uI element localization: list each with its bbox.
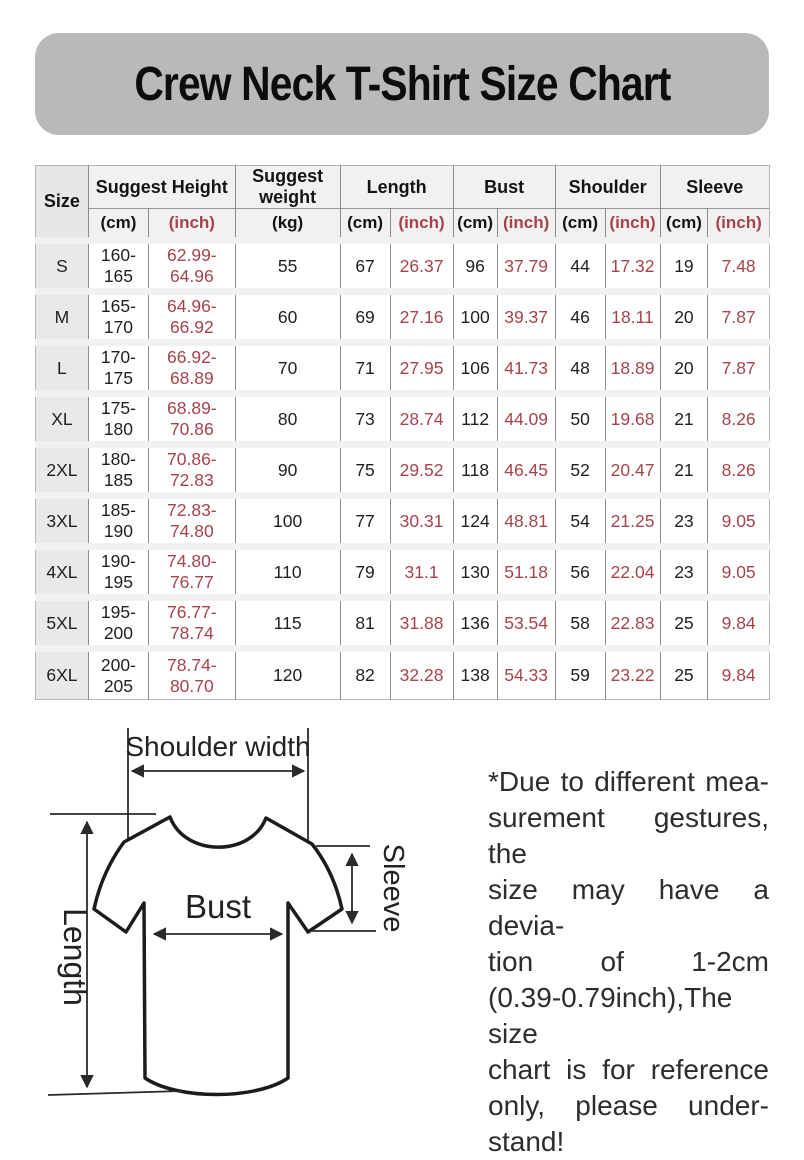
bust-cm-cell: 136 [453, 598, 497, 649]
unit-length-inch: (inch) [390, 209, 453, 241]
size-cell: XL [36, 394, 89, 445]
header-size: Size [36, 166, 89, 241]
note-line: *Due to different mea- [488, 766, 769, 797]
height-cm-cell: 170-175 [88, 343, 148, 394]
shoulder-cm-cell: 56 [555, 547, 605, 598]
unit-bust-cm: (cm) [453, 209, 497, 241]
table-row [36, 445, 770, 496]
bust-inch-cell: 44.09 [497, 394, 555, 445]
shoulder-width-label: Shoulder width [125, 731, 311, 762]
length-cm-cell: 82 [340, 649, 390, 700]
table-row [36, 598, 770, 649]
bust-cm-cell: 138 [453, 649, 497, 700]
size-table-body [36, 241, 770, 700]
length-cm-cell: 75 [340, 445, 390, 496]
length-tick-bottom [48, 1091, 182, 1095]
bust-cm-cell: 130 [453, 547, 497, 598]
weight-kg-cell: 100 [235, 496, 340, 547]
unit-weight-kg: (kg) [235, 209, 340, 241]
measurement-note [488, 764, 769, 1160]
length-inch-cell: 32.28 [390, 649, 453, 700]
weight-kg-cell: 55 [235, 241, 340, 292]
shoulder-inch-cell: 22.83 [605, 598, 660, 649]
shoulder-cm-cell: 59 [555, 649, 605, 700]
sleeve-cm-cell: 20 [660, 343, 708, 394]
weight-kg-cell: 70 [235, 343, 340, 394]
note-line: size may have a devia- [488, 874, 769, 941]
header-suggest-weight: Suggest weight [235, 166, 340, 209]
note-line: stand! [488, 1126, 565, 1157]
bust-cm-cell: 106 [453, 343, 497, 394]
weight-kg-cell: 80 [235, 394, 340, 445]
weight-kg-cell: 110 [235, 547, 340, 598]
height-cm-cell: 160-165 [88, 241, 148, 292]
length-inch-cell: 31.1 [390, 547, 453, 598]
header-length: Length [340, 166, 453, 209]
sleeve-label: Sleeve [377, 843, 409, 933]
length-label: Length [57, 908, 93, 1006]
table-row [36, 394, 770, 445]
bust-inch-cell: 39.37 [497, 292, 555, 343]
length-inch-cell: 28.74 [390, 394, 453, 445]
table-header [36, 166, 770, 241]
size-cell: 4XL [36, 547, 89, 598]
height-inch-cell: 64.96-66.92 [149, 292, 236, 343]
height-inch-cell: 78.74-80.70 [149, 649, 236, 700]
shoulder-cm-cell: 58 [555, 598, 605, 649]
length-cm-cell: 67 [340, 241, 390, 292]
shoulder-cm-cell: 50 [555, 394, 605, 445]
length-cm-cell: 69 [340, 292, 390, 343]
size-cell: 5XL [36, 598, 89, 649]
weight-kg-cell: 60 [235, 292, 340, 343]
sleeve-cm-cell: 20 [660, 292, 708, 343]
size-cell: L [36, 343, 89, 394]
bust-inch-cell: 41.73 [497, 343, 555, 394]
length-inch-cell: 27.16 [390, 292, 453, 343]
length-inch-cell: 27.95 [390, 343, 453, 394]
length-inch-cell: 26.37 [390, 241, 453, 292]
page-title: Crew Neck T-Shirt Size Chart [133, 57, 671, 111]
bust-label: Bust [184, 888, 252, 925]
sleeve-inch-cell: 7.48 [708, 241, 770, 292]
sleeve-cm-cell: 25 [660, 598, 708, 649]
table-row [36, 292, 770, 343]
shoulder-inch-cell: 22.04 [605, 547, 660, 598]
height-inch-cell: 68.89-70.86 [149, 394, 236, 445]
height-inch-cell: 70.86-72.83 [149, 445, 236, 496]
height-inch-cell: 72.83-74.80 [149, 496, 236, 547]
sleeve-cm-cell: 21 [660, 445, 708, 496]
table-row [36, 343, 770, 394]
table-row [36, 649, 770, 700]
length-inch-cell: 29.52 [390, 445, 453, 496]
unit-height-inch: (inch) [149, 209, 236, 241]
sleeve-inch-cell: 7.87 [708, 292, 770, 343]
height-cm-cell: 180-185 [88, 445, 148, 496]
shoulder-inch-cell: 21.25 [605, 496, 660, 547]
height-inch-cell: 62.99-64.96 [149, 241, 236, 292]
size-cell: 6XL [36, 649, 89, 700]
size-cell: 2XL [36, 445, 89, 496]
shoulder-cm-cell: 48 [555, 343, 605, 394]
size-cell: S [36, 241, 89, 292]
height-cm-cell: 195-200 [88, 598, 148, 649]
bust-cm-cell: 96 [453, 241, 497, 292]
unit-shoulder-inch: (inch) [605, 209, 660, 241]
length-inch-cell: 30.31 [390, 496, 453, 547]
sleeve-cm-cell: 23 [660, 547, 708, 598]
sleeve-inch-cell: 8.26 [708, 445, 770, 496]
note-line: (0.39-0.79inch),The size [488, 982, 733, 1049]
shoulder-cm-cell: 54 [555, 496, 605, 547]
table-row [36, 547, 770, 598]
shoulder-inch-cell: 18.11 [605, 292, 660, 343]
note-line: tion of 1-2cm [488, 946, 769, 977]
height-cm-cell: 165-170 [88, 292, 148, 343]
length-cm-cell: 79 [340, 547, 390, 598]
size-chart-table [35, 165, 770, 700]
shoulder-inch-cell: 19.68 [605, 394, 660, 445]
note-line: chart is for reference [488, 1054, 769, 1085]
sleeve-inch-cell: 9.84 [708, 649, 770, 700]
sleeve-inch-cell: 9.84 [708, 598, 770, 649]
weight-kg-cell: 120 [235, 649, 340, 700]
height-cm-cell: 190-195 [88, 547, 148, 598]
length-inch-cell: 31.88 [390, 598, 453, 649]
bust-cm-cell: 118 [453, 445, 497, 496]
shoulder-inch-cell: 17.32 [605, 241, 660, 292]
shoulder-inch-cell: 23.22 [605, 649, 660, 700]
note-line: only, please under- [488, 1090, 769, 1121]
length-cm-cell: 73 [340, 394, 390, 445]
header-shoulder: Shoulder [555, 166, 660, 209]
table-row [36, 496, 770, 547]
sleeve-inch-cell: 8.26 [708, 394, 770, 445]
bust-inch-cell: 48.81 [497, 496, 555, 547]
bust-inch-cell: 51.18 [497, 547, 555, 598]
header-sleeve: Sleeve [660, 166, 769, 209]
shoulder-inch-cell: 18.89 [605, 343, 660, 394]
sleeve-inch-cell: 9.05 [708, 547, 770, 598]
bust-inch-cell: 53.54 [497, 598, 555, 649]
sleeve-cm-cell: 19 [660, 241, 708, 292]
height-inch-cell: 74.80-76.77 [149, 547, 236, 598]
unit-sleeve-cm: (cm) [660, 209, 708, 241]
bust-cm-cell: 124 [453, 496, 497, 547]
height-inch-cell: 76.77-78.74 [149, 598, 236, 649]
shoulder-cm-cell: 44 [555, 241, 605, 292]
bust-inch-cell: 37.79 [497, 241, 555, 292]
unit-height-cm: (cm) [88, 209, 148, 241]
size-cell: M [36, 292, 89, 343]
unit-shoulder-cm: (cm) [555, 209, 605, 241]
shoulder-cm-cell: 46 [555, 292, 605, 343]
height-cm-cell: 185-190 [88, 496, 148, 547]
measurement-diagram [20, 714, 452, 1160]
size-cell: 3XL [36, 496, 89, 547]
header-bust: Bust [453, 166, 555, 209]
note-line: surement gestures, the [488, 802, 769, 869]
height-cm-cell: 200-205 [88, 649, 148, 700]
length-cm-cell: 81 [340, 598, 390, 649]
shoulder-cm-cell: 52 [555, 445, 605, 496]
unit-length-cm: (cm) [340, 209, 390, 241]
height-cm-cell: 175-180 [88, 394, 148, 445]
header-suggest-height: Suggest Height [88, 166, 235, 209]
title-banner [35, 33, 769, 135]
weight-kg-cell: 115 [235, 598, 340, 649]
sleeve-inch-cell: 7.87 [708, 343, 770, 394]
table-row [36, 241, 770, 292]
sleeve-inch-cell: 9.05 [708, 496, 770, 547]
unit-sleeve-inch: (inch) [708, 209, 770, 241]
length-cm-cell: 77 [340, 496, 390, 547]
length-cm-cell: 71 [340, 343, 390, 394]
sleeve-cm-cell: 25 [660, 649, 708, 700]
shoulder-inch-cell: 20.47 [605, 445, 660, 496]
unit-bust-inch: (inch) [497, 209, 555, 241]
bust-inch-cell: 54.33 [497, 649, 555, 700]
weight-kg-cell: 90 [235, 445, 340, 496]
sleeve-cm-cell: 23 [660, 496, 708, 547]
bust-cm-cell: 100 [453, 292, 497, 343]
tshirt-outline [94, 817, 342, 1095]
bust-cm-cell: 112 [453, 394, 497, 445]
bust-inch-cell: 46.45 [497, 445, 555, 496]
sleeve-cm-cell: 21 [660, 394, 708, 445]
height-inch-cell: 66.92-68.89 [149, 343, 236, 394]
